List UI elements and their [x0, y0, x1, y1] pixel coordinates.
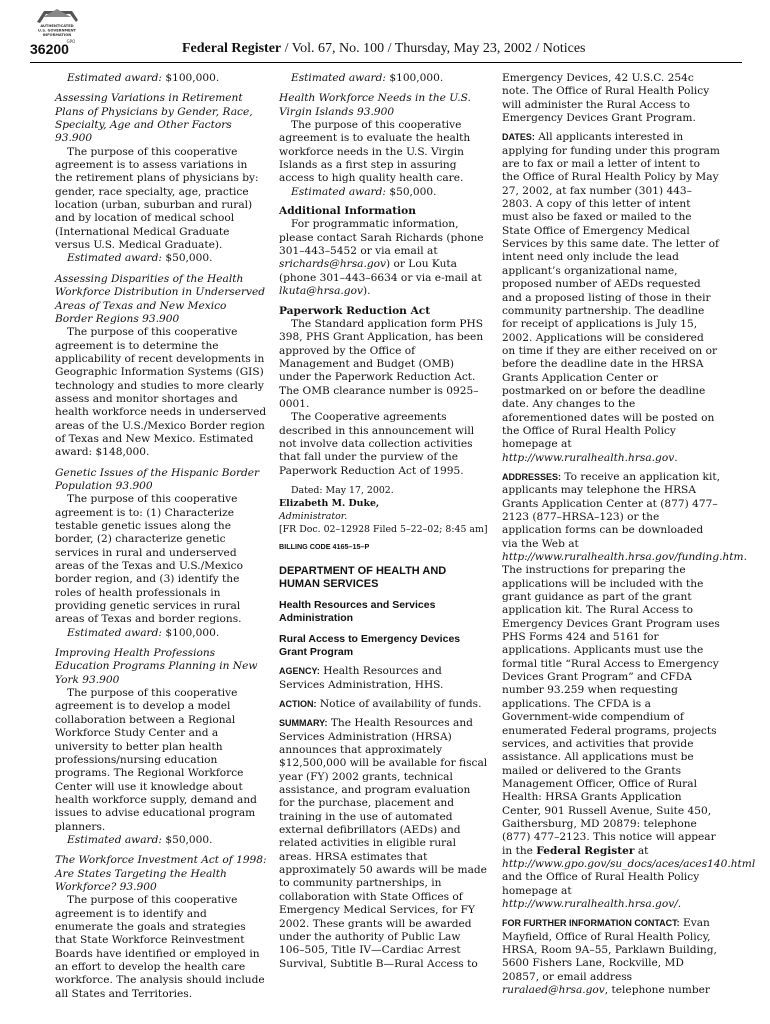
url-link[interactable]: http://www.ruralhealth.hrsa.gov	[502, 451, 675, 464]
agency-line: AGENCY: Health Resources and Services Administration, HHS.	[279, 665, 444, 691]
award-line: Estimated award: $100,000.	[291, 72, 444, 84]
page-number: 36200	[30, 41, 69, 57]
email-link[interactable]: ruralaed@hrsa.gov	[502, 984, 605, 997]
project-paragraph: The purpose of this cooperative agreement is to determine the applicability of recent developments in Geographic Information Systems (GIS) technology and studies to more clearly assess and monitor shortages and health workforce needs in underserved areas of the U.S./Mexico Border region of Texas and New Mexico. Estimated award: $148,000.	[55, 326, 267, 459]
header-rule	[30, 62, 742, 63]
logo-line-1: AUTHENTICATED	[40, 24, 74, 28]
paperwork-heading: Paperwork Reduction Act	[279, 304, 431, 317]
email-link[interactable]: lkuta@hrsa.gov	[279, 285, 363, 298]
dated-line: Dated: May 17, 2002.	[291, 484, 394, 496]
action-line: ACTION: Notice of availability of funds.	[279, 698, 482, 710]
award-line: Estimated award: $50,000.	[67, 252, 213, 265]
project-heading: The Workforce Investment Act of 1998: Are States Targeting the Health Workforce? 93.900	[55, 854, 267, 893]
column-3	[502, 72, 756, 997]
signer-name: Elizabeth M. Duke,	[279, 497, 380, 509]
award-line: Estimated award: $100,000.	[67, 626, 220, 639]
project-heading: Assessing Variations in Retirement Plans of Physicians by Gender, Race, Specialty, Age and Other Factors 93.900	[55, 92, 253, 145]
paperwork-paragraph: The Cooperative agreements described in this announcement will not involve data collection activities that fall under the purview of the Paperwork Reduction Act of 1995.	[279, 411, 475, 477]
project-heading: Improving Health Professions Education Programs Planning in New York 93.900	[55, 647, 258, 686]
contact-paragraph: For programmatic information, please contact Sarah Richards (phone 301–443–5452 or via email at srichards@hrsa.gov) or Lou Kuta (phone 301–443–6634 or via e-mail at lkuta@hrsa.gov).	[279, 218, 484, 298]
url-link[interactable]: http://www.ruralhealth.hrsa.gov/	[502, 897, 678, 910]
award-line: Estimated award: $50,000.	[67, 833, 213, 846]
summary-continued: Emergency Devices, 42 U.S.C. 254c note. The Office of Rural Health Policy will administer the Rural Access to Emergency Devices Grant Program.	[502, 72, 710, 125]
department-heading: DEPARTMENT OF HEALTH AND HUMAN SERVICES	[279, 565, 447, 591]
project-paragraph: The purpose of this cooperative agreement is to develop a model collaboration between a Regional Workforce Study Center and a university to better plan health professions/nursing education programs. The Regional Workforce Center will use it knowledge about health workforce supply, demand and issues to advise educational program planners.	[55, 687, 257, 833]
running-title	[182, 41, 586, 57]
project-heading: Health Workforce Needs in the U.S. Virgin Islands 93.900	[279, 92, 471, 118]
dates-paragraph: DATES: All applicants interested in applying for funding under this program are to fax or mail a letter of intent to the Office of Rural Health Policy by May 27, 2002, at fax number (301) 443–2803. A copy of this letter of intent must also be faxed or mailed to the State Office of Emergency Medical Services by this same date. The letter of intent need only include the lead applicant’s organizational name, proposed number of AEDs requested and a proposed listing of those in their community partnership. The deadline for receipt of applications is July 15, 2002. Applications will be considered on time if they are either received on or before the deadline date in the HRSA Grants Application Center or postmarked on or before the deadline date. Any changes to the aforementioned dates will be posted on the Office of Rural Health Policy homepage at http://www.ruralhealth.hrsa.gov.	[502, 131, 720, 464]
column-2	[279, 72, 489, 971]
contact-info-paragraph: FOR FURTHER INFORMATION CONTACT: Evan Mayfield, Office of Rural Health Policy, HRSA, Room 9A–55, Parklawn Building, 5600 Fishers Lane, Rockville, MD 20857, or email address ruralaed@hrsa.gov, telephone number	[502, 917, 717, 997]
award-line: Estimated award: $50,000.	[291, 185, 437, 198]
url-link[interactable]: http://www.ruralhealth.hrsa.gov/funding.htm	[502, 551, 744, 564]
additional-info-heading: Additional Information	[279, 205, 416, 218]
award-line: Estimated award: $100,000.	[67, 72, 220, 84]
publication-name: Federal Register	[182, 41, 282, 56]
project-paragraph: The purpose of this cooperative agreement is to assess variations in the retirement plans of physicians by: gender, race specialty, age, practice location (urban, suburban and rural) and by location of medical school (International Medical Graduate versus U.S. Medical Graduate).	[55, 145, 259, 252]
project-paragraph: The purpose of this cooperative agreement is to evaluate the health workforce needs in the U.S. Virgin Islands as a first step in assuring access to high quality health care.	[279, 119, 471, 185]
url-link[interactable]: http://www.gpo.gov/su_docs/aces/aces140.html	[502, 857, 756, 870]
logo-line-2: U.S. GOVERNMENT	[38, 28, 76, 33]
summary-paragraph: SUMMARY: The Health Resources and Services Administration (HRSA) announces that approximately $12,500,000 will be available for fiscal year (FY) 2002 grants, technical assistance, and program evaluation for the purchase, placement and training in the use of automated external defibrillators (AEDs) and related activities in eligible rural areas. HRSA estimates that approximately 50 awards will be made to community partnerships, in collaboration with State Offices of Emergency Medical Services, for FY 2002. These grants will be awarded under the authority of Public Law 106–505, Title IV—Cardiac Arrest Survival, Subtitle B—Rural Access to	[279, 717, 488, 970]
project-heading: Genetic Issues of the Hispanic Border Population 93.900	[55, 466, 260, 492]
agency-name-heading: Health Resources and Services Administration	[279, 599, 436, 625]
email-link[interactable]: srichards@hrsa.gov	[279, 258, 386, 271]
project-heading: Assessing Disparities of the Health Workforce Distribution in Underserved Areas of Texas and New Mexico Border Regions 93.900	[55, 272, 266, 325]
program-heading: Rural Access to Emergency Devices Grant Program	[279, 633, 461, 659]
fr-doc-line: [FR Doc. 02–12928 Filed 5–22–02; 8:45 am]	[279, 523, 488, 535]
issue-info: / Vol. 67, No. 100 / Thursday, May 23, 2002 / Notices	[281, 41, 586, 56]
paperwork-paragraph: The Standard application form PHS 398, PHS Grant Application, has been approved by the Office of Management and Budget (OMB) under the Paperwork Reduction Act. The OMB clearance number is 0925–0001.	[279, 317, 484, 410]
signer-title: Administrator.	[279, 510, 348, 522]
running-header	[30, 41, 742, 61]
project-paragraph: The purpose of this cooperative agreement is to: (1) Characterize testable genetic issues along the border, (2) characterize genetic services in rural and underserved areas of the Texas and U.S./Mexico border region, and (3) identify the roles of health professionals in providing genetic services in rural areas of Texas and border regions.	[55, 493, 243, 626]
logo-line-4: GPO	[66, 39, 76, 44]
project-paragraph: The purpose of this cooperative agreement is to identify and enumerate the goals and strategies that State Workforce Reinvestment Boards have identified or employed in an effort to develop the health care workforce. The analysis should include all States and Territories.	[55, 894, 265, 1000]
addresses-paragraph: ADDRESSES: To receive an application kit, applicants may telephone the HRSA Grants Application Center at (877) 477–2123 (877–HRSA–123) or the application forms can be downloaded via the Web at http://www.ruralhealth.hrsa.gov/funding.htm. The instructions for preparing the applications will be included with the grant guidance as part of the grant application kit. The Rural Access to Emergency Devices Grant Program uses PHS Forms 424 and 5161 for applications. Applicants must use the formal title “Rural Access to Emergency Devices Grant Program” and CFDA number 93.259 when requesting applications. The CFDA is a Government-wide compendium of enumerated Federal programs, projects services, and activities that provide assistance. All applications must be mailed or delivered to the Grants Management Officer, Office of Rural Health: HRSA Grants Application Center, 901 Russell Avenue, Suite 450, Gaithersburg, MD 20879: telephone (877) 477–2123. This notice will appear in the Federal Register at http://www.gpo.gov/su_docs/aces/aces140.html and the Office of Rural Health Policy homepage at http://www.ruralhealth.hrsa.gov/.	[502, 470, 756, 910]
logo-line-3: INFORMATION	[42, 33, 72, 37]
billing-code: BILLING CODE 4165–15–P	[279, 541, 370, 551]
column-1	[55, 72, 267, 1001]
